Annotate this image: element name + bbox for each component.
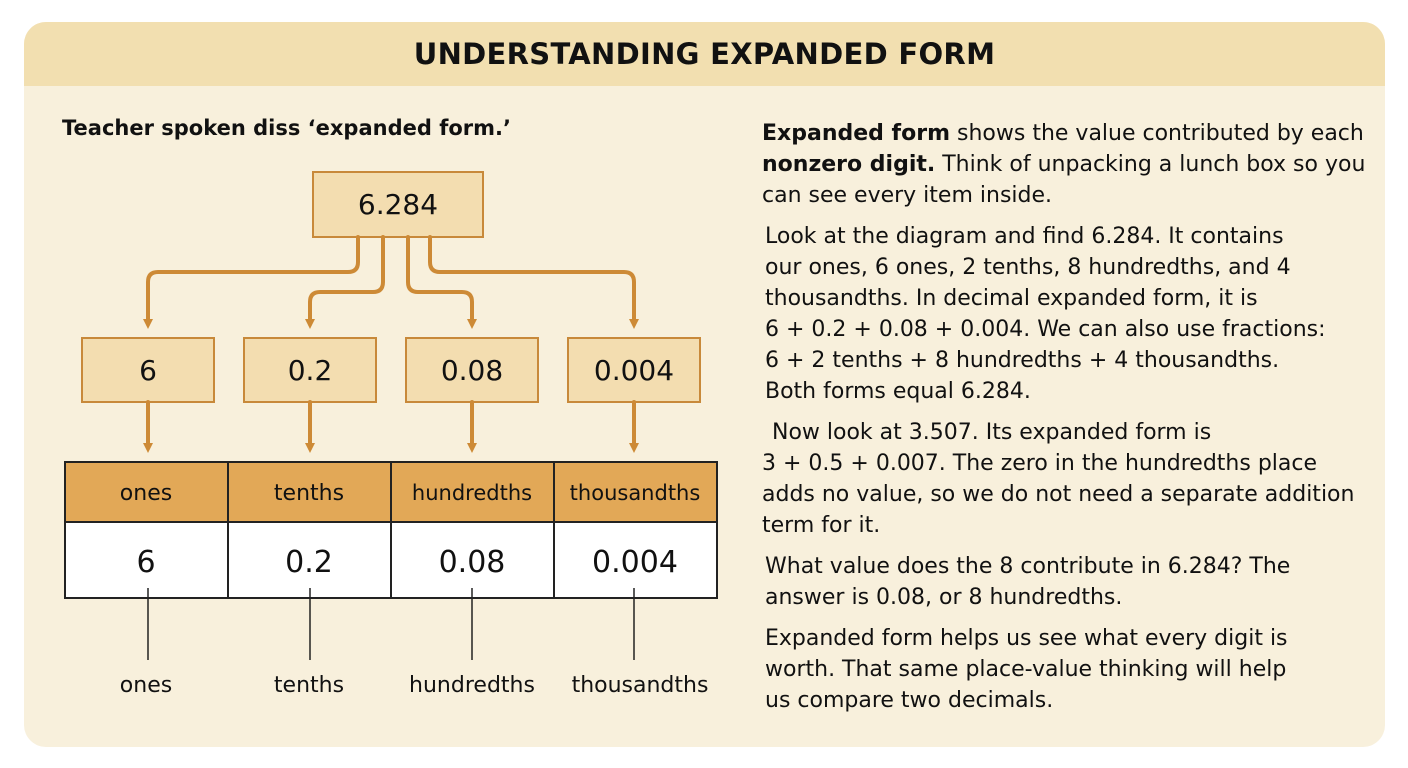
analogy-text: Think of unpacking a lunch box so you — [935, 152, 1366, 177]
text-line: Expanded form helps us see what every digit is — [765, 626, 1288, 651]
explanation-panel — [762, 118, 1366, 726]
text-line: 6 + 2 tenths + 8 hundredths + 4 thousandths. — [765, 348, 1280, 373]
analogy-text-end: can see every item inside. — [762, 183, 1053, 208]
term-expanded-form: Expanded form — [762, 121, 951, 146]
text-line: 3 + 0.5 + 0.007. The zero in the hundredths place — [762, 451, 1318, 476]
bottom-label-ones: ones — [119, 673, 173, 698]
page-title: UNDERSTANDING EXPANDED FORM — [413, 37, 996, 71]
subtitle: Teacher spoken diss ‘expanded form.’ — [62, 116, 511, 140]
paragraph-example-3507 — [762, 417, 1362, 448]
table-value-ones: 6 — [136, 545, 156, 580]
part-value-ones: 6 — [139, 354, 157, 387]
text-line: thousandths. In decimal expanded form, it is — [765, 286, 1258, 311]
paragraph-question — [762, 551, 1362, 613]
branch-arrow-ones — [148, 237, 358, 324]
text-line: What value does the 8 contribute in 6.284? The — [765, 554, 1291, 579]
paragraph-example-3507-cont — [762, 448, 1362, 541]
text-line: 6 + 0.2 + 0.08 + 0.004. We can also use fractions: — [765, 317, 1326, 342]
paragraph-definition — [762, 118, 1366, 211]
table-header-tenths: tenths — [273, 481, 345, 506]
paragraph-summary — [762, 623, 1362, 716]
bottom-label-tenths: tenths — [273, 673, 345, 698]
text-line: Now look at 3.507. Its expanded form is — [772, 420, 1212, 445]
table-value-tenths: 0.2 — [285, 545, 333, 580]
bottom-label-thousandths: thousandths — [571, 673, 709, 698]
part-value-hundredths: 0.08 — [440, 354, 504, 387]
text-line: answer is 0.08, or 8 hundredths. — [765, 585, 1123, 610]
text-line: us compare two decimals. — [765, 688, 1054, 713]
branch-arrow-hundredths — [408, 237, 472, 324]
table-header-hundredths: hundredths — [411, 481, 533, 505]
table-header-ones: ones — [119, 481, 173, 506]
definition-text: shows the value contributed by each — [950, 121, 1364, 146]
text-line: worth. That same place-value thinking will help — [765, 657, 1287, 682]
table-value-hundredths: 0.08 — [438, 545, 506, 580]
branch-arrow-tenths — [310, 237, 383, 324]
term-nonzero-digit: nonzero digit. — [762, 152, 936, 177]
part-value-tenths: 0.2 — [287, 354, 333, 387]
table-header-thousandths: thousandths — [569, 481, 701, 505]
branch-arrow-thousandths — [430, 237, 634, 324]
paragraph-example-6284 — [762, 221, 1362, 407]
text-line: adds no value, so we do not need a separate addition — [762, 482, 1355, 507]
bottom-label-hundredths: hundredths — [409, 673, 535, 698]
text-line: Look at the diagram and find 6.284. It contains — [765, 224, 1284, 249]
part-value-thousandths: 0.004 — [593, 354, 675, 387]
text-line: Both forms equal 6.284. — [765, 379, 1031, 404]
table-value-thousandths: 0.004 — [592, 545, 678, 580]
text-line: our ones, 6 ones, 2 tenths, 8 hundredths, and 4 — [765, 255, 1291, 280]
text-line: term for it. — [762, 513, 881, 538]
root-value: 6.284 — [357, 188, 439, 221]
